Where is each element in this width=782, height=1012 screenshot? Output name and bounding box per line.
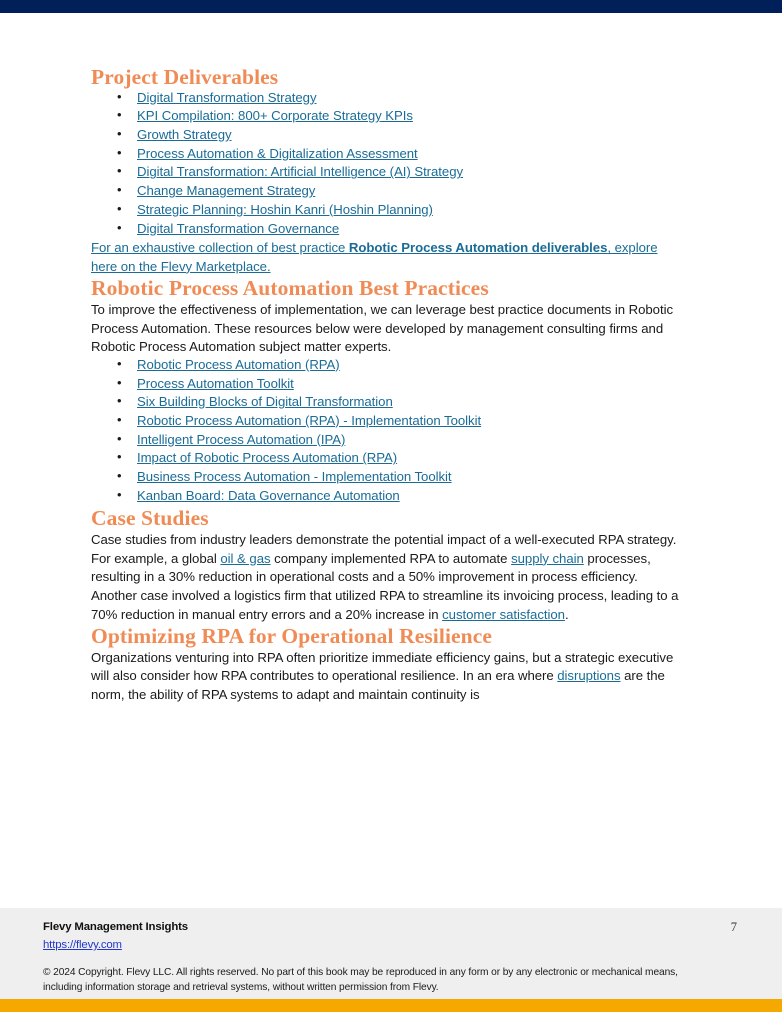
best-practice-link[interactable]: Business Process Automation - Implementation Toolkit xyxy=(137,469,452,485)
deliverable-link[interactable]: Strategic Planning: Hoshin Kanri (Hoshin Planning) xyxy=(137,201,433,217)
bottom-accent-bar xyxy=(0,999,782,1012)
list-item xyxy=(91,394,681,409)
customer-satisfaction-link[interactable]: customer satisfaction xyxy=(442,606,565,622)
case-text-part-4: . xyxy=(564,606,569,622)
case-text-part-2: company implemented RPA to automate xyxy=(270,550,512,566)
best-practice-link[interactable]: Robotic Process Automation (RPA) xyxy=(137,356,340,372)
list-item xyxy=(91,432,681,447)
list-item xyxy=(91,469,681,484)
best-practices-link-list xyxy=(91,357,681,503)
marketplace-cta-link[interactable] xyxy=(91,240,658,274)
best-practice-link[interactable]: Process Automation Toolkit xyxy=(137,375,294,391)
copyright-notice: © 2024 Copyright. Flevy LLC. All rights reserved. No part of this book may be reproduced in any form or by any electronic or mechanical means, including information storage and retrieval systems, without written permission from Flevy. xyxy=(43,967,678,993)
list-item xyxy=(91,90,681,105)
deliverable-link[interactable]: Process Automation & Digitalization Assessment xyxy=(137,145,418,161)
list-item xyxy=(91,127,681,142)
deliverable-link[interactable]: Change Management Strategy xyxy=(137,183,316,199)
best-practice-link[interactable]: Kanban Board: Data Governance Automation xyxy=(137,487,400,503)
list-item xyxy=(91,488,681,503)
deliverable-link[interactable]: Digital Transformation: Artificial Intelligence (AI) Strategy xyxy=(137,164,464,180)
cta-tail-text: , explore here on the Flevy Marketplace. xyxy=(91,240,658,274)
heading-case-studies: Case Studies xyxy=(91,506,209,531)
heading-project-deliverables: Project Deliverables xyxy=(91,65,279,89)
marketplace-cta xyxy=(91,239,681,276)
list-item xyxy=(91,146,681,161)
deliverable-link[interactable]: Digital Transformation Strategy xyxy=(137,89,317,105)
heading-optimizing-rpa: Optimizing RPA for Operational Resilience xyxy=(91,624,493,649)
optimizing-text-part-1: Organizations venturing into RPA often prioritize immediate efficiency gains, but a strategic executive will also consider how RPA contributes to operational resilience. In an era where xyxy=(91,649,674,684)
list-item xyxy=(91,450,681,465)
list-item xyxy=(91,164,681,179)
best-practices-intro-paragraph: To improve the effectiveness of implementation, we can leverage best practice documents in Robotic Process Automation. These resources below were developed by management consulting firms and Robotic Process Automation subject matter experts. xyxy=(91,302,674,355)
deliverable-link[interactable]: Digital Transformation Governance xyxy=(137,220,340,236)
page-number: 7 xyxy=(730,920,737,934)
supply-chain-link[interactable]: supply chain xyxy=(511,550,584,566)
disruptions-link[interactable]: disruptions xyxy=(557,668,621,684)
page-content xyxy=(91,65,681,705)
heading-rpa-best-practices: Robotic Process Automation Best Practices xyxy=(91,276,489,301)
case-text-part-3: processes, resulting in a 30% reduction in operational costs and a 50% improvement in process efficiency. Another case involved a logistics firm that utilized RPA to streamline its invoicing process, leading to a 70% reduction in manual entry errors and a 20% increase in xyxy=(91,550,679,622)
footer-brand-name: Flevy Management Insights xyxy=(43,921,188,933)
page-footer xyxy=(0,908,782,999)
best-practice-link[interactable]: Six Building Blocks of Digital Transformation xyxy=(137,394,393,410)
list-item xyxy=(91,376,681,391)
deliverable-link[interactable]: KPI Compilation: 800+ Corporate Strategy KPIs xyxy=(137,108,413,124)
optimizing-text-part-2: are the norm, the ability of RPA systems to adapt and maintain continuity is xyxy=(91,668,665,702)
optimizing-paragraph xyxy=(91,649,681,705)
list-item xyxy=(91,183,681,198)
case-text-part-1: Case studies from industry leaders demonstrate the potential impact of a well-executed RPA strategy. For example, a global xyxy=(91,532,677,566)
best-practice-link[interactable]: Impact of Robotic Process Automation (RPA) xyxy=(137,450,398,466)
best-practice-link[interactable]: Intelligent Process Automation (IPA) xyxy=(137,431,346,447)
document-page xyxy=(0,13,782,907)
cta-lead-text: For an exhaustive collection of best practice xyxy=(91,240,349,256)
footer-brand-block xyxy=(43,920,188,953)
footer-content xyxy=(43,920,743,995)
list-item xyxy=(91,413,681,428)
list-item xyxy=(91,357,681,372)
footer-website-link[interactable]: https://flevy.com xyxy=(43,939,122,951)
footer-top-row xyxy=(43,920,743,953)
cta-bold-text: Robotic Process Automation deliverables xyxy=(348,240,608,256)
deliverables-link-list xyxy=(91,90,681,236)
deliverable-link[interactable]: Growth Strategy xyxy=(137,127,232,143)
list-item xyxy=(91,202,681,217)
oil-and-gas-link[interactable]: oil & gas xyxy=(220,550,271,566)
best-practice-link[interactable]: Robotic Process Automation (RPA) - Implementation Toolkit xyxy=(137,412,482,428)
case-studies-paragraph xyxy=(91,531,681,624)
list-item xyxy=(91,221,681,236)
top-accent-bar xyxy=(0,0,782,13)
list-item xyxy=(91,108,681,123)
